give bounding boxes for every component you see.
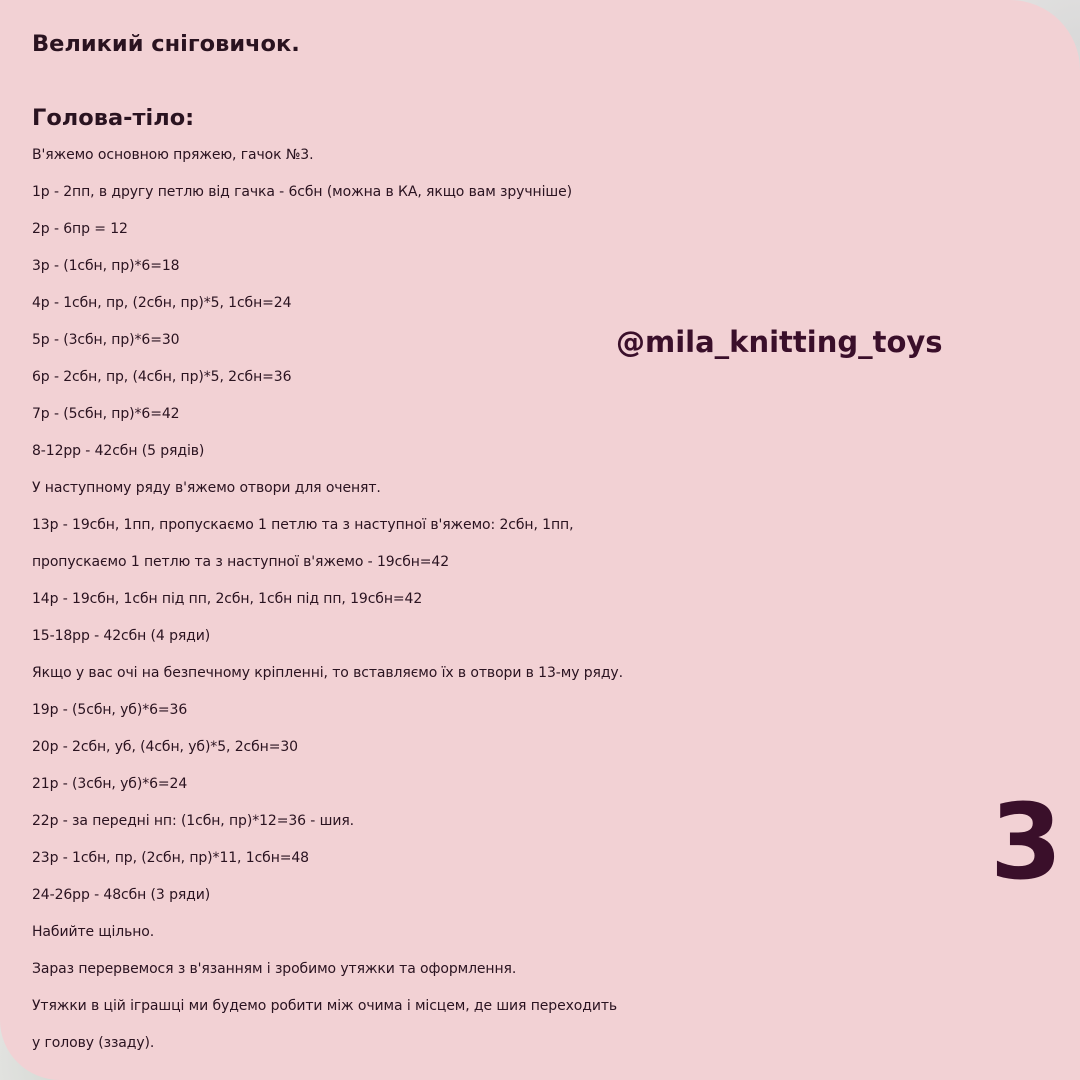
instruction-line: пропускаємо 1 петлю та з наступної в'яжемо - 19сбн=42 [32, 554, 450, 570]
instruction-line: 13р - 19сбн, 1пп, пропускаємо 1 петлю та з наступної в'яжемо: 2сбн, 1пп, [32, 517, 574, 533]
instruction-line: 20р - 2сбн, уб, (4сбн, уб)*5, 2сбн=30 [32, 739, 298, 755]
instruction-line: 23р - 1сбн, пр, (2сбн, пр)*11, 1сбн=48 [32, 850, 309, 866]
instruction-line: 19р - (5сбн, уб)*6=36 [32, 702, 188, 718]
instruction-line: В'яжемо основною пряжею, гачок №3. [32, 147, 314, 163]
instruction-line: 7р - (5сбн, пр)*6=42 [32, 406, 180, 422]
instruction-line: 14р - 19сбн, 1сбн під пп, 2сбн, 1сбн під пп, 19сбн=42 [32, 591, 423, 607]
pattern-title: Великий сніговичок. [32, 31, 300, 57]
instruction-line: 4р - 1сбн, пр, (2сбн, пр)*5, 1сбн=24 [32, 295, 292, 311]
instruction-line: 6р - 2сбн, пр, (4сбн, пр)*5, 2сбн=36 [32, 369, 292, 385]
instruction-list [32, 137, 1080, 1062]
instruction-line: Якщо у вас очі на безпечному кріпленні, то вставляємо їх в отвори в 13-му ряду. [32, 665, 623, 681]
instruction-line: 3р - (1сбн, пр)*6=18 [32, 258, 180, 274]
instruction-line: Зараз перервемося з в'язанням і зробимо утяжки та оформлення. [32, 961, 517, 977]
spacer [32, 63, 1080, 100]
instruction-line: 1р - 2пп, в другу петлю від гачка - 6сбн (можна в КА, якщо вам зручніше) [32, 184, 572, 200]
author-handle: @mila_knitting_toys [616, 325, 943, 359]
section-title: Голова-тіло: [32, 105, 195, 131]
instruction-line: у голову (ззаду). [32, 1035, 155, 1051]
instruction-line: У наступному ряду в'яжемо отвори для оченят. [32, 480, 381, 496]
instruction-line: Утяжки в цій іграшці ми будемо робити між очима і місцем, де шия переходить [32, 998, 618, 1014]
instruction-line: 15-18рр - 42сбн (4 ряди) [32, 628, 211, 644]
instruction-line: 21р - (3сбн, уб)*6=24 [32, 776, 188, 792]
instruction-line: 8-12рр - 42сбн (5 рядів) [32, 443, 205, 459]
instruction-line: 5р - (3сбн, пр)*6=30 [32, 332, 180, 348]
instruction-line: 2р - 6пр = 12 [32, 221, 128, 237]
instruction-line: 24-26рр - 48сбн (3 ряди) [32, 887, 211, 903]
page-number: 3 [990, 781, 1063, 903]
instruction-line: Набийте щільно. [32, 924, 155, 940]
instruction-line: 22р - за передні нп: (1сбн, пр)*12=36 - шия. [32, 813, 354, 829]
